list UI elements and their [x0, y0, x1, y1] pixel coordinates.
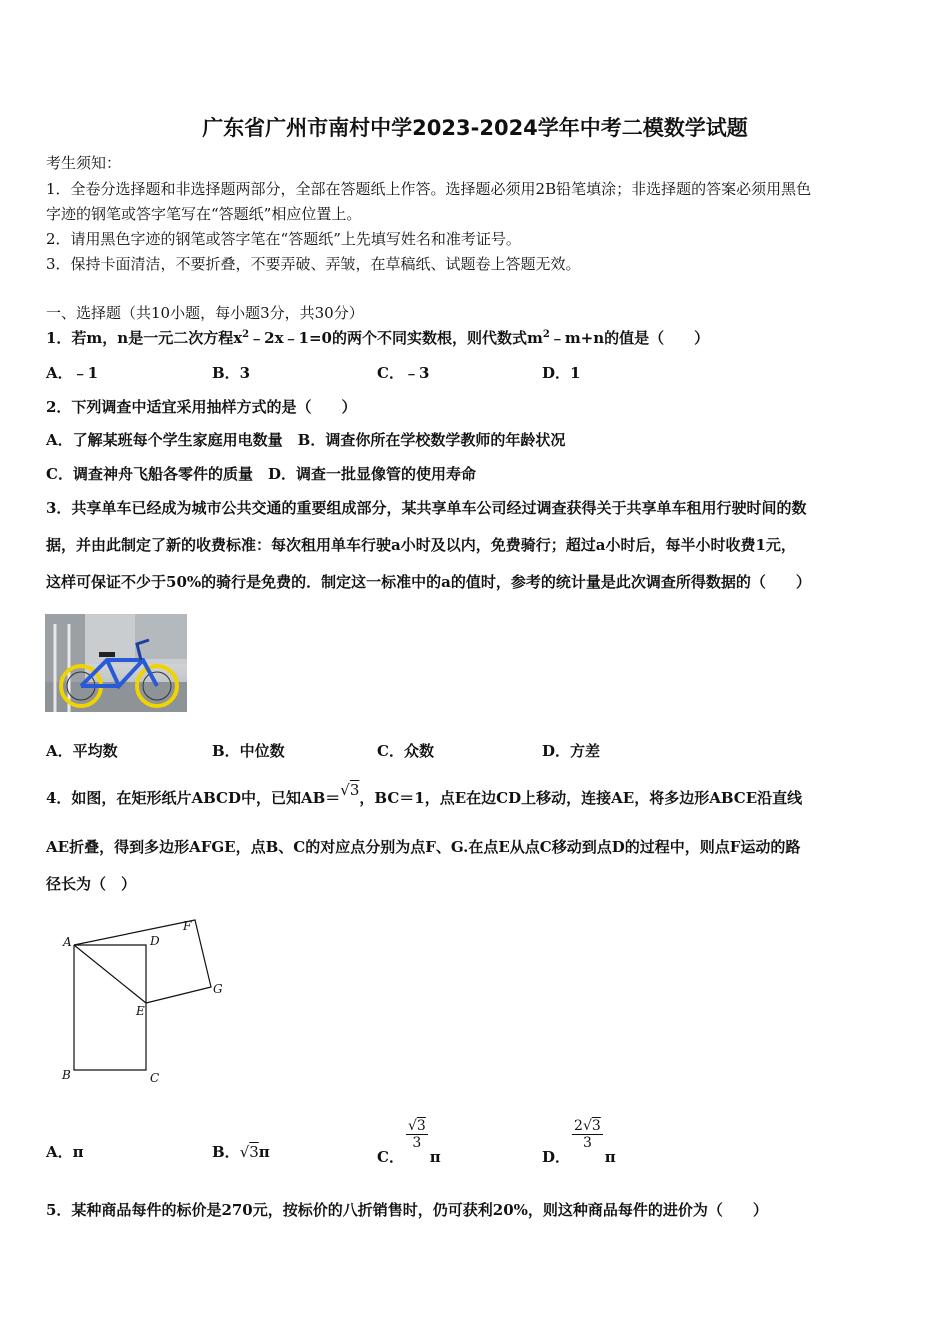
- label-a: A: [63, 935, 72, 949]
- q4-option-d-coef: 2: [574, 1118, 583, 1134]
- q4-option-b[interactable]: B．√3π: [212, 1143, 270, 1161]
- notice-line-4: 3．保持卡面清洁，不要折叠，不要弄破、弄皱，在草稿纸、试题卷上答题无效。: [46, 255, 581, 273]
- question-3-line-3: 这样可保证不少于50%的骑行是免费的．制定这一标准中的a的值时，参考的统计量是此次调查所得数据的（ ）: [46, 573, 811, 591]
- q2-options-cd[interactable]: C．调查神舟飞船各零件的质量 D．调查一批显像管的使用寿命: [46, 465, 476, 483]
- q4-option-c-prefix: C．: [377, 1147, 404, 1166]
- q4-option-a[interactable]: A．π: [46, 1143, 84, 1161]
- q3-option-c[interactable]: C．众数: [377, 742, 434, 760]
- q4-option-b-prefix: B．: [212, 1143, 240, 1161]
- question-2: 2．下列调查中适宜采用抽样方式的是（ ）: [46, 398, 357, 416]
- q4-option-b-radicand: 3: [249, 1143, 259, 1161]
- question-4-line-1: [46, 781, 803, 808]
- q1-sup-1: 2: [242, 329, 250, 340]
- label-b: B: [62, 1068, 71, 1082]
- question-4-line-3: 径长为（ ）: [46, 875, 137, 893]
- notice-line-2: 字迹的钢笔或答字笔写在“答题纸”相应位置上。: [46, 205, 362, 223]
- page-title: 广东省广州市南村中学2023-2024学年中考二模数学试题: [202, 116, 748, 140]
- label-d: D: [150, 934, 160, 948]
- q4-line1-b: ，BC＝1，点E在边CD上移动，连接AE，将多边形ABCE沿直线: [359, 789, 803, 807]
- q4-option-b-suffix: π: [258, 1143, 270, 1161]
- q3-option-b[interactable]: B．中位数: [212, 742, 285, 760]
- question-4-line-2: AE折叠，得到多边形AFGE，点B、C的对应点分别为点F、G.在点E从点C移动到点D的过程中，则点F运动的路: [46, 838, 801, 856]
- q1-sup-2: 2: [542, 329, 550, 340]
- q4-option-c-num: 3: [416, 1118, 426, 1134]
- q4-option-d-prefix: D．: [542, 1147, 571, 1166]
- q4-option-d-den: 3: [582, 1135, 592, 1151]
- q4-line1-a: 4．如图，在矩形纸片ABCD中，已知AB＝: [46, 789, 341, 807]
- label-f: F: [183, 919, 192, 933]
- notice-line-1: 1．全卷分选择题和非选择题两部分，全部在答题纸上作答。选择题必须用2B铅笔填涂；非选择题的答案必须用黑色: [46, 180, 812, 198]
- rectangle-fold-figure: [55, 915, 235, 1090]
- q4-sqrt: √3: [340, 781, 360, 799]
- q4-option-c-den: 3: [412, 1135, 422, 1151]
- notice-line-3: 2．请用黑色字迹的钢笔或答字笔在“答题纸”上先填写姓名和准考证号。: [46, 230, 521, 248]
- q1-option-c[interactable]: C．﹣3: [377, 364, 430, 382]
- q4-sqrt-radicand: 3: [349, 781, 360, 799]
- question-3-line-2: 据，并由此制定了新的收费标准：每次租用单车行驶a小时及以内，免费骑行；超过a小时后，每半小时收费1元，: [46, 536, 796, 554]
- q4-option-c-suffix: π: [429, 1147, 441, 1166]
- q1-option-b[interactable]: B．3: [212, 364, 251, 382]
- q1-option-d[interactable]: D．1: [542, 364, 581, 382]
- segment-ae: [74, 945, 146, 1003]
- q4-option-d[interactable]: D． $\frac{2√3}{3}$ π: [542, 1118, 616, 1166]
- label-c: C: [150, 1071, 160, 1085]
- q3-option-d[interactable]: D．方差: [542, 742, 601, 760]
- section-heading: 一、选择题（共10小题，每小题3分，共30分）: [46, 304, 364, 322]
- question-3-line-1: 3．共享单车已经成为城市公共交通的重要组成部分，某共享单车公司经过调查获得关于共享单车租用行驶时间的数: [46, 499, 807, 517]
- bike-illustration: [45, 614, 187, 712]
- q2-options-ab[interactable]: A．了解某班每个学生家庭用电数量 B．调查你所在学校数学教师的年龄状况: [46, 431, 566, 449]
- q1-text-c: ﹣m+n的值是（ ）: [549, 329, 710, 347]
- label-g: G: [213, 982, 223, 996]
- question-1: [46, 327, 709, 348]
- q4-option-d-suffix: π: [604, 1147, 616, 1166]
- q3-option-a[interactable]: A．平均数: [46, 742, 118, 760]
- q1-text-a: 1．若m，n是一元二次方程x: [46, 329, 243, 347]
- q1-option-a[interactable]: A．﹣1: [46, 364, 99, 382]
- notice-heading: 考生须知：: [46, 154, 122, 172]
- q4-option-c[interactable]: C． $\frac{√3}{3}$ π: [377, 1118, 441, 1166]
- q4-option-d-radicand: 3: [591, 1118, 601, 1134]
- question-5: 5．某种商品每件的标价是270元，按标价的八折销售时，仍可获利20%，则这种商品每件的进价为（ ）: [46, 1201, 768, 1219]
- q1-text-b: ﹣2x﹣1=0的两个不同实数根，则代数式m: [249, 329, 543, 347]
- label-e: E: [136, 1004, 145, 1018]
- shared-bike-photo: [45, 614, 187, 712]
